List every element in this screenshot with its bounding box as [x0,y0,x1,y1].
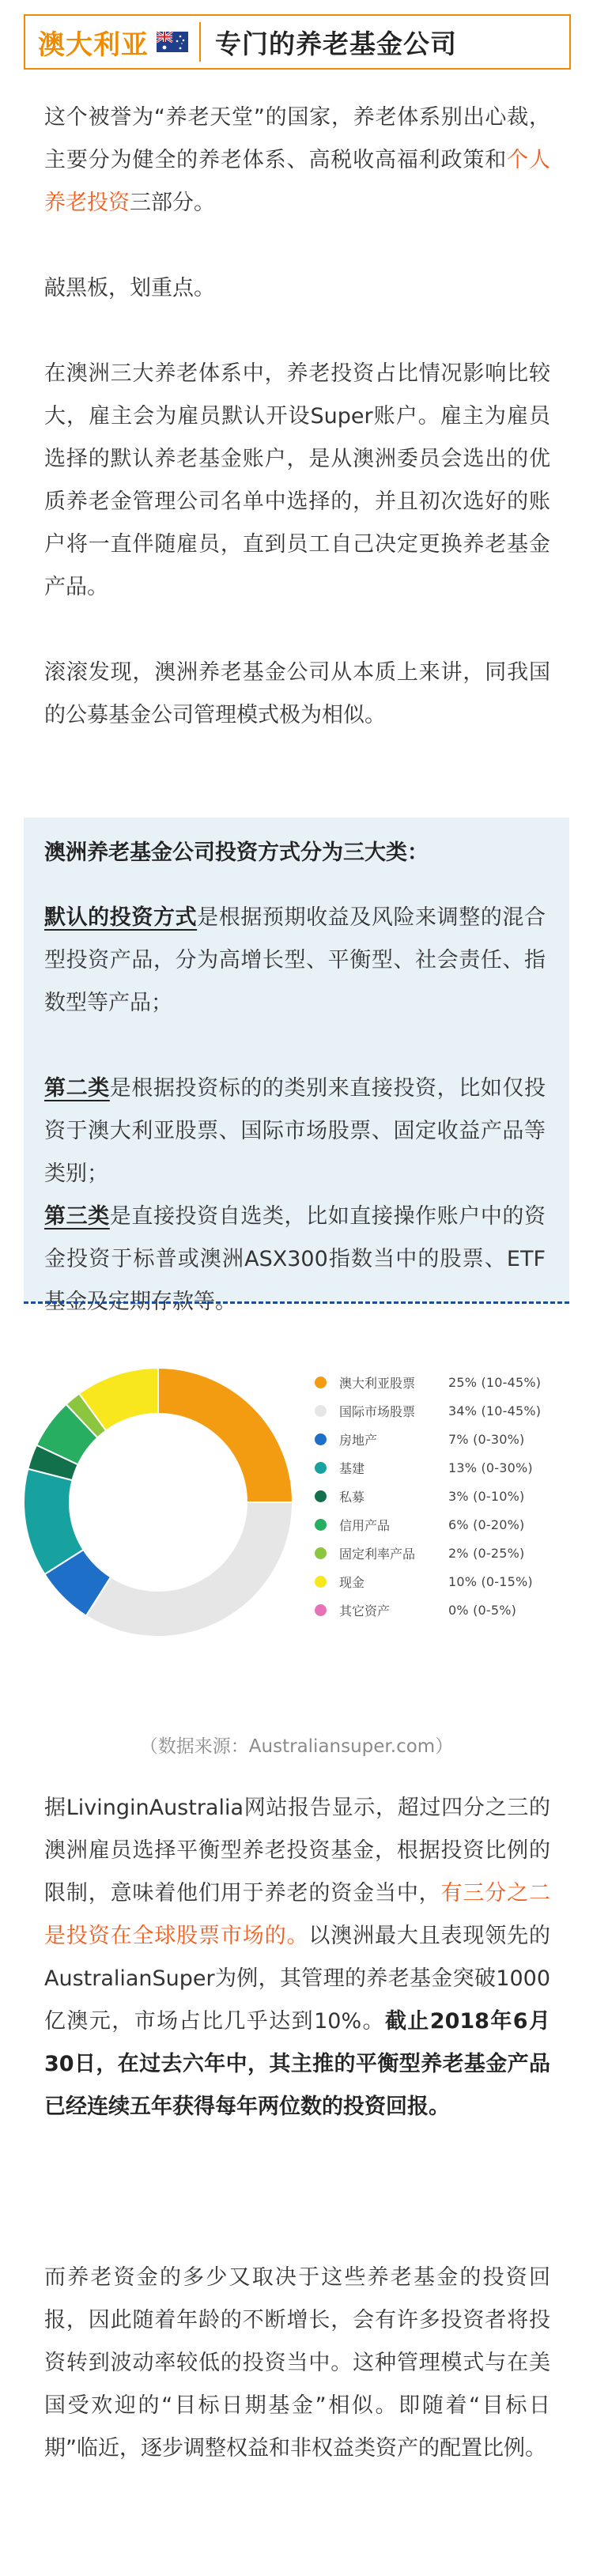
intro-p1-tail: 三部分。 [130,191,215,215]
body-p1-bold: 截止2018年6月30日，在过去六年中，其主推的平衡型养老基金产品已经连续五年获得每年两位数的投资回报。 [44,2009,551,2119]
australia-flag-icon [157,32,188,52]
intro-paragraph-1 [44,96,550,225]
body-p1-text-2: 以澳洲最大且表现领先的AustralianSuper为例，其管理的养老基金突破1000亿澳元，市场占比几乎达到10%。 [44,1924,551,2034]
legend-item [315,1510,568,1539]
legend-label: 固定利率产品 [339,1546,416,1562]
legend-item [315,1539,568,1567]
header-country-block [25,16,199,68]
infobox-item-2-label: 第二类 [44,1076,110,1101]
header-title: 专门的养老基金公司 [215,28,457,59]
body-p1-highlight: 有三分之二是投资在全球股票市场的。 [44,1881,551,1948]
legend-value: 6% (0-20%) [448,1517,525,1532]
infobox-item-1-text: 是根据预期收益及风险来调整的混合型投资产品，分为高增长型、平衡型、社会责任、指数型等产品； [44,905,546,1015]
legend-label: 信用产品 [339,1517,391,1533]
body-paragraph-2: 而养老资金的多少又取决于这些养老基金的投资回报，因此随着年龄的不断增长，会有许多投资者将投资转到波动率较低的投资当中。这种管理模式与在美国受欢迎的“目标日期基金”相似。即随着“目标日期”临近，逐步调整权益和非权益类资产的配置比例。 [44,2265,550,2461]
allocation-chart [16,1344,569,1660]
infobox-item-1-label: 默认的投资方式 [44,905,198,930]
infobox-item-1 [44,897,546,1025]
legend-swatch [315,1604,327,1616]
infobox-item-3 [44,1195,546,1324]
legend-item [315,1567,568,1596]
legend-value: 25% (10-45%) [448,1374,542,1390]
donut-slice-1 [86,1502,293,1637]
legend-value: 34% (10-45%) [448,1403,542,1418]
donut-slice-0 [158,1368,293,1502]
infobox-item-2-text: 是根据投资标的的类别来直接投资，比如仅投资于澳大利亚股票、国际市场股票、固定收益产品等类别； [44,1076,546,1186]
intro-paragraph-2: 敲黑板，划重点。 [44,276,215,300]
allocation-legend [315,1368,568,1624]
legend-label: 其它资产 [339,1603,391,1618]
legend-item [315,1425,568,1453]
infobox-item-3-text: 是直接投资自选类，比如直接操作账户中的资金投资于标普或澳洲ASX300指数当中的股票、ETF基金及定期存款等。 [44,1204,546,1314]
legend-label: 房地产 [339,1432,378,1448]
legend-label: 澳大利亚股票 [339,1375,416,1391]
legend-label: 现金 [339,1574,365,1590]
legend-item [315,1482,568,1510]
legend-swatch [315,1377,327,1388]
legend-value: 13% (0-30%) [448,1460,533,1475]
legend-label: 基建 [339,1460,365,1476]
legend-swatch [315,1462,327,1474]
legend-swatch [315,1547,327,1559]
legend-item [315,1368,568,1396]
data-source-caption: （数据来源：Australiansuper.com） [139,1736,454,1757]
legend-swatch [315,1519,327,1531]
infobox-heading: 澳洲养老基金公司投资方式分为三大类： [44,840,429,865]
legend-value: 3% (0-10%) [448,1488,525,1504]
dashed-divider [24,1301,569,1304]
legend-item [315,1396,568,1425]
section-header [24,14,571,70]
legend-swatch [315,1433,327,1445]
legend-swatch [315,1490,327,1502]
legend-swatch [315,1576,327,1588]
investment-types-box [24,818,569,1314]
legend-value: 2% (0-25%) [448,1545,525,1561]
intro-paragraph-4: 滚滚发现，澳洲养老基金公司从本质上来讲，同我国的公募基金公司管理模式极为相似。 [44,660,550,727]
legend-item [315,1596,568,1624]
body-p1-text: 据LivinginAustralia网站报告显示，超过四分之三的澳洲雇员选择平衡型养老投资基金，根据投资比例的限制，意味着他们用于养老的资金当中， [44,1796,550,1906]
infobox-item-3-label: 第三类 [44,1204,110,1229]
allocation-donut [16,1344,300,1660]
legend-value: 0% (0-5%) [448,1602,517,1618]
infobox-item-2 [44,1067,546,1195]
header-country: 澳大利亚 [38,28,149,61]
legend-label: 国际市场股票 [339,1403,416,1419]
body-paragraph-1 [44,1787,550,2128]
legend-value: 7% (0-30%) [448,1431,525,1447]
legend-swatch [315,1405,327,1417]
intro-p1-text: 这个被誉为“养老天堂”的国家，养老体系别出心裁，主要分为健全的养老体系、高税收高福利政策和 [44,105,550,172]
legend-label: 私募 [339,1489,365,1505]
legend-item [315,1453,568,1482]
intro-p1-highlight: 个人养老投资 [44,148,551,215]
intro-paragraph-3: 在澳洲三大养老体系中，养老投资占比情况影响比较大，雇主会为雇员默认开设Super账户。雇主为雇员选择的默认养老基金账户，是从澳洲委员会选出的优质养老金管理公司名单中选择的，并且初次选好的账户将一直伴随雇员，直到员工自己决定更换养老基金产品。 [44,361,550,599]
legend-value: 10% (0-15%) [448,1573,533,1589]
